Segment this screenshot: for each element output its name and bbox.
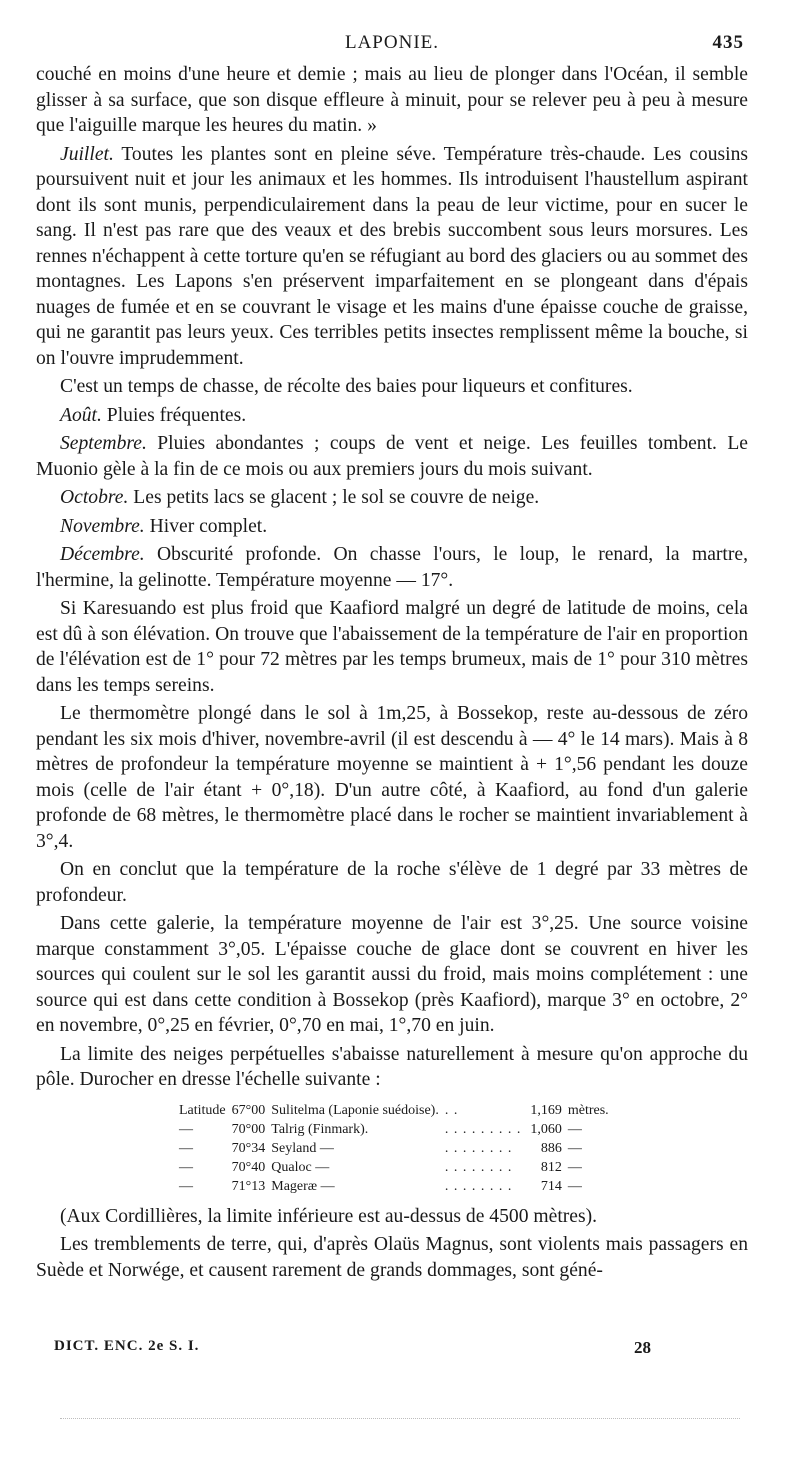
- bottom-dotted-rule: [60, 1418, 740, 1419]
- dot-leader: . .: [444, 1102, 459, 1118]
- sheet-number: 28: [634, 1338, 651, 1357]
- page-number: 435: [712, 32, 744, 53]
- paragraph: [36, 403, 748, 429]
- dot-leader: . . . . . . . .: [444, 1178, 513, 1194]
- place-cell: Qualoc —: [271, 1159, 330, 1175]
- paragraph-text: La limite des neiges perpétuelles s'abaisse naturellement à mesure qu'on approche du pôle. Durocher en dresse l'échelle suivante :: [36, 1043, 748, 1090]
- signature-mark: DICT. ENC. 2e S. I.: [54, 1338, 200, 1354]
- place-cell: Sulitelma (Laponie suédoise).: [271, 1102, 439, 1118]
- dot-leader: . . . . . . . .: [444, 1140, 513, 1156]
- paragraph: [36, 911, 748, 1039]
- altitude-value: 1,060: [530, 1121, 562, 1137]
- latitude-cell: 70°34: [231, 1140, 266, 1156]
- month-heading: Juillet.: [60, 143, 114, 165]
- unit-cell: —: [567, 1159, 582, 1175]
- month-heading: Octobre.: [60, 487, 129, 508]
- row-lead: —: [179, 1159, 193, 1175]
- table-row: [176, 1120, 612, 1139]
- paragraph: [36, 542, 748, 593]
- latitude-cell: 70°40: [231, 1159, 266, 1175]
- month-heading: Septembre.: [60, 433, 147, 454]
- row-lead: —: [179, 1178, 193, 1194]
- paragraph-text: Hiver complet.: [144, 515, 268, 537]
- dot-leader: . . . . . . . . .: [444, 1121, 522, 1137]
- snow-line-table: [36, 1101, 748, 1196]
- paragraph-text: Obscurité profonde. On chasse l'ours, le loup, le renard, la martre, l'hermine, la gelinotte. Température moyenne — 17°.: [36, 544, 748, 591]
- row-lead: Latitude: [179, 1102, 226, 1118]
- latitude-cell: 71°13: [231, 1178, 266, 1194]
- paragraph: [36, 701, 748, 854]
- closing-paragraphs: [36, 1204, 748, 1284]
- altitude-table: [176, 1101, 612, 1196]
- paragraph-text: Les petits lacs se glacent ; le sol se couvre de neige.: [128, 487, 540, 508]
- paragraph-text: Toutes les plantes sont en pleine séve. Température très-chaude. Les cousins poursuivent nuit et jour les animaux et les hommes. Ils introduisent l'haustellum aspirant dont ils sont munis, perpendiculairement dans la peau de leur victime, pour en sucer le sang. Il n'est pas rare que des veaux et des brebis succombent sous leurs morsures. Les rennes n'échappent à cette torture qu'en se réfugiant au bord des glaciers ou au sommet des montagnes. Les Lapons s'en préservent imparfaitement en se plongeant dans d'épais nuages de fumée et en se couvrant le visage et les mains d'une épaisse couche de graisse, qui ne garantit pas leurs yeux. Ces terribles petits insectes remplissent même la bouche, si on l'ouvre imprudemment.: [36, 143, 748, 369]
- place-cell: Seyland —: [271, 1140, 334, 1156]
- altitude-value: 886: [540, 1140, 562, 1156]
- paragraph-text: On en conclut que la température de la roche s'élève de 1 degré par 33 mètres de profondeur.: [36, 859, 748, 906]
- dot-leader: . . . . . . . .: [444, 1159, 513, 1175]
- row-lead: —: [179, 1121, 193, 1137]
- paragraph-list: [36, 62, 748, 1093]
- paragraph: [36, 857, 748, 908]
- paragraph: [36, 596, 748, 698]
- place-cell: Talrig (Finmark).: [271, 1121, 369, 1137]
- paragraph: [36, 514, 748, 540]
- paragraph-text: C'est un temps de chasse, de récolte des baies pour liqueurs et confitures.: [60, 376, 633, 397]
- paragraph-text: Si Karesuando est plus froid que Kaafiord malgré un degré de latitude de moins, cela est dû à son élévation. On trouve que l'abaissement de la température de l'air en proportion de l'élévation est de 1° pour 72 mètres par les temps brumeux, mais de 1° pour 310 mètres dans les temps sereins.: [36, 598, 748, 696]
- paragraph: [36, 374, 748, 400]
- altitude-value: 714: [540, 1178, 562, 1194]
- unit-cell: —: [567, 1178, 582, 1194]
- paragraph: [36, 1042, 748, 1093]
- paragraph-text: Pluies fréquentes.: [101, 404, 247, 426]
- page-footer: [36, 1338, 748, 1362]
- running-title: LAPONIE.: [344, 32, 440, 53]
- unit-cell: —: [567, 1121, 582, 1137]
- unit-cell: mètres.: [567, 1102, 609, 1118]
- latitude-cell: 67°00: [231, 1102, 266, 1118]
- month-heading: Août.: [60, 404, 102, 426]
- altitude-value: 812: [540, 1159, 562, 1175]
- paragraph-text: Le thermomètre plongé dans le sol à 1m,25, à Bossekop, reste au-dessous de zéro pendant les six mois d'hiver, novembre-avril (il est descendu à — 4° le 14 mars). Mais à 8 mètres de profondeur la température moyenne se maintient à + 1°,56 pendant les douze mois (celle de l'air étant + 0°,18). D'un autre côté, à Kaafiord, au fond d'un galerie profonde de 68 mètres, le thermomètre placé dans le rocher se maintient invariablement à 3°,4.: [36, 703, 748, 852]
- body-text: [36, 62, 748, 1283]
- row-lead: —: [179, 1140, 193, 1156]
- month-heading: Décembre.: [60, 544, 145, 565]
- paragraph: [36, 485, 748, 511]
- table-row: [176, 1158, 612, 1177]
- place-cell: Mageræ —: [271, 1178, 335, 1194]
- paragraph: Les tremblements de terre, qui, d'après Olaüs Magnus, sont violents mais passagers en Suède et Norwége, et causent rarement de grands dommages, sont géné-: [36, 1234, 748, 1281]
- paragraph: [36, 431, 748, 482]
- paragraph: [36, 62, 748, 139]
- paragraph: (Aux Cordillières, la limite inférieure est au-dessus de 4500 mètres).: [60, 1205, 598, 1227]
- page-header: [36, 26, 748, 62]
- paragraph: [36, 142, 748, 372]
- paragraph-text: Dans cette galerie, la température moyenne de l'air est 3°,25. Une source voisine marque constamment 3°,05. L'épaisse couche de glace dont se couvrent en hiver les sources qui coulent sur le sol les garantit aussi du froid, mais moins complétement : une source qui est dans cette condition à Bossekop (près Kaafiord), marque 3° en octobre, 2° en novembre, 0°,25 en février, 0°,70 en mai, 1°,70 en juin.: [36, 913, 748, 1036]
- altitude-value: 1,169: [530, 1102, 562, 1118]
- paragraph-text: Pluies abondantes ; coups de vent et neige. Les feuilles tombent. Le Muonio gèle à la fin de ce mois ou aux premiers jours du mois suivant.: [36, 433, 748, 480]
- month-heading: Novembre.: [60, 515, 145, 537]
- paragraph-text: couché en moins d'une heure et demie ; mais au lieu de plonger dans l'Océan, il semble glisser à sa surface, que son disque effleure à minuit, pour se relever peu à peu à mesure que l'aiguille marque les heures du matin. »: [36, 64, 748, 136]
- document-page: [36, 26, 748, 1283]
- table-row: [176, 1139, 612, 1158]
- table-row: [176, 1177, 612, 1196]
- unit-cell: —: [567, 1140, 582, 1156]
- table-row: [176, 1101, 612, 1120]
- latitude-cell: 70°00: [231, 1121, 266, 1137]
